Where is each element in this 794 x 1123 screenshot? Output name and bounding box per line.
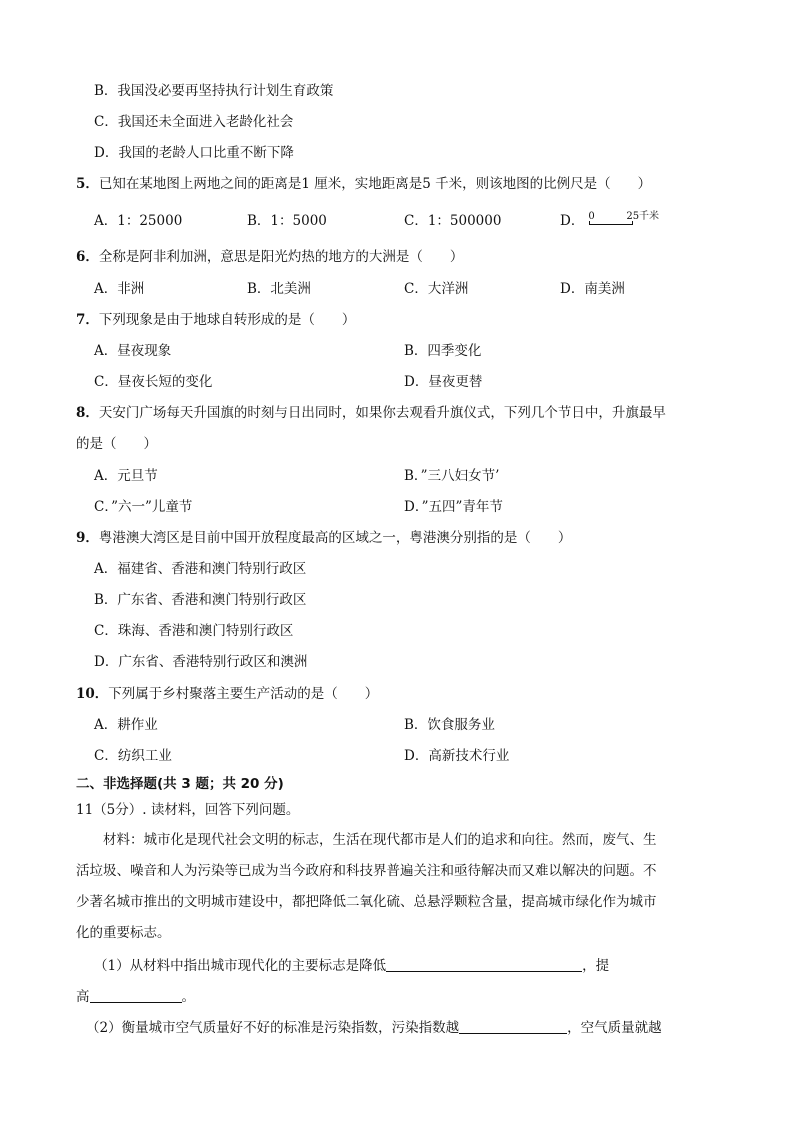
q10-option-b: B．饮食服务业 (404, 717, 495, 733)
q10-stem (76, 685, 378, 703)
q11-sub1-text-cont: ，提 (582, 958, 610, 974)
q9-option-a: A．福建省、香港和澳门特别行政区 (94, 561, 307, 577)
q9-option-b: B．广东省、香港和澳门特别行政区 (94, 592, 307, 608)
q7-option-c: C．昼夜长短的变化 (94, 374, 213, 390)
q11-sub1-line1 (94, 957, 609, 975)
q9-stem (76, 529, 571, 547)
q10-option-a: A．耕作业 (94, 717, 158, 733)
q11-sub1-text-2: 高 (76, 989, 90, 1005)
q6-stem-text: 全称是阿非利加洲，意思是阳光灼热的地方的大洲是（ ） (98, 249, 464, 265)
q6-stem (76, 248, 463, 266)
answer-blank[interactable] (386, 957, 582, 972)
q8-number: 8． (76, 405, 99, 421)
q11-sub2-line (86, 1019, 662, 1037)
q10-option-d: D．高新技术行业 (404, 748, 510, 764)
q4-option-c: C．我国还未全面进入老龄化社会 (94, 114, 294, 130)
q8-stem-line2: 的是（ ） (76, 436, 157, 452)
q7-option-a: A．昼夜现象 (94, 343, 172, 359)
section-heading: 二、非选择题(共 3 题；共 20 分) (76, 776, 284, 792)
q11-sub1-text-end: 。 (181, 989, 195, 1005)
q10-number: 10． (76, 686, 109, 702)
answer-blank[interactable] (459, 1019, 567, 1034)
q11-material-line: 化的重要标志。 (76, 925, 171, 941)
q11-sub1-line2 (76, 988, 195, 1006)
q7-number: 7． (76, 312, 99, 328)
q5-option-d (560, 212, 658, 230)
q11-material-line: 少著名城市推出的文明城市建设中，都把降低二氧化硫、总悬浮颗粒含量，提高城市绿化作为城市 (76, 894, 657, 910)
q7-option-b: B．四季变化 (404, 343, 482, 359)
q7-stem (76, 311, 355, 329)
q6-number: 6． (76, 249, 99, 265)
q5-stem-text: 已知在某地图上两地之间的距离是1 厘米，实地距离是5 千米，则该地图的比例尺是（ ） (98, 176, 652, 192)
q7-option-d: D．昼夜更替 (404, 374, 483, 390)
scale-bar-line (589, 221, 633, 225)
answer-blank[interactable] (90, 988, 182, 1003)
q9-option-d: D．广东省、香港特别行政区和澳洲 (94, 654, 308, 670)
q5-option-d-label: D． (560, 213, 585, 229)
q9-option-c: C．珠海、香港和澳门特别行政区 (94, 623, 294, 639)
q6-option-b: B．北美洲 (247, 281, 311, 297)
q5-number: 5． (76, 176, 99, 192)
q8-option-b: B．”三八妇女节’ (404, 468, 500, 484)
q8-stem-line1 (76, 404, 666, 422)
q5-option-b: B．1：5000 (247, 213, 327, 229)
q8-option-d: D．”五四”青年节 (404, 499, 503, 515)
q11-sub2-text-cont: ，空气质量就越 (567, 1020, 662, 1036)
q4-option-b: B．我国没必要再坚持执行计划生育政策 (94, 83, 334, 99)
q6-option-a: A．非洲 (94, 281, 145, 297)
scale-bar-graphic (588, 212, 658, 230)
q11-sub1-text: （1）从材料中指出城市现代化的主要标志是降低 (94, 958, 387, 974)
q6-option-d: D．南美洲 (560, 281, 625, 297)
q11-material-line: 材料：城市化是现代社会文明的标志，生活在现代都市是人们的追求和向往。然而，废气、生 (103, 832, 657, 848)
q11-sub2-text: （2）衡量城市空气质量好不好的标准是污染指数，污染指数越 (86, 1020, 460, 1036)
q5-option-c: C．1：500000 (404, 213, 502, 229)
q8-option-a: A．元旦节 (94, 468, 158, 484)
q8-option-c: C．”六一”儿童节 (94, 499, 193, 515)
q11-header: 11（5分）. 读材料，回答下列问题。 (76, 802, 300, 818)
q7-stem-text: 下列现象是由于地球自转形成的是（ ） (98, 312, 356, 328)
q4-option-d: D．我国的老龄人口比重不断下降 (94, 145, 294, 161)
q10-stem-text: 下列属于乡村聚落主要生产活动的是（ ） (108, 686, 379, 702)
q6-option-c: C．大洋洲 (404, 281, 469, 297)
q11-material-line: 活垃圾、噪音和人为污染等已成为当今政府和科技界普遍关注和亟待解决而又难以解决的问题。不 (76, 863, 657, 879)
scale-bar-end-label: 25千米 (626, 211, 660, 222)
q10-option-c: C．纺织工业 (94, 748, 172, 764)
q9-stem-text: 粤港澳大湾区是目前中国开放程度最高的区域之一，粤港澳分别指的是（ ） (98, 530, 572, 546)
q5-stem (76, 175, 651, 193)
q5-option-a: A．1：25000 (94, 213, 183, 229)
q8-stem-text: 天安门广场每天升国旗的时刻与日出同时，如果你去观看升旗仪式，下列几个节日中，升旗最早 (98, 405, 666, 421)
q9-number: 9． (76, 530, 99, 546)
scale-bar-zero: 0 (588, 211, 595, 222)
